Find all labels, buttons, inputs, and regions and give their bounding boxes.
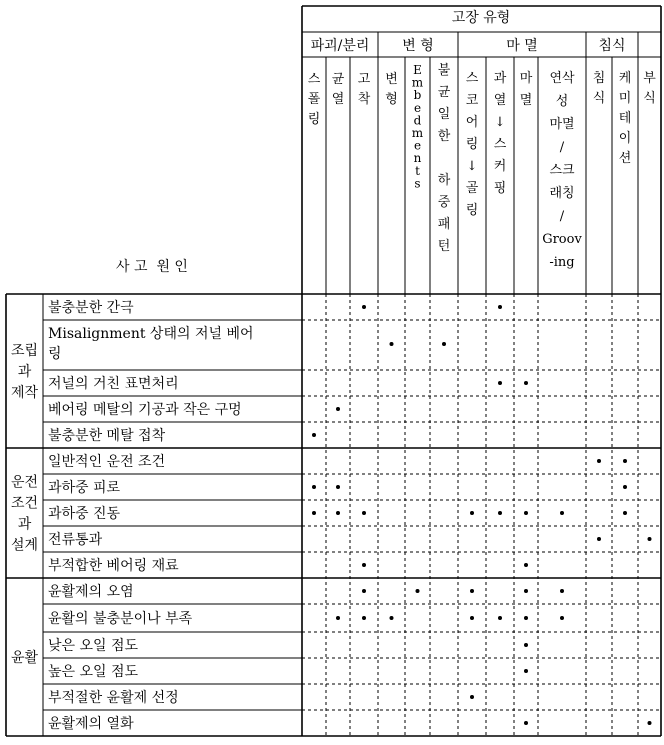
- matrix-mark: [597, 459, 601, 463]
- matrix-mark: [560, 589, 564, 593]
- row-cause-labels: [48, 299, 254, 732]
- matrix-mark: [623, 511, 627, 515]
- column-header-label: d: [413, 113, 422, 128]
- matrix-marks: [312, 305, 652, 725]
- category-label: 설계: [10, 537, 39, 554]
- matrix-mark: [524, 589, 528, 593]
- matrix-mark: [336, 407, 340, 411]
- column-header-label: 균: [437, 85, 451, 100]
- column-header-label: 래칭: [549, 186, 575, 201]
- matrix-mark: [442, 342, 446, 346]
- matrix-mark: [416, 589, 420, 593]
- column-header-label: 스: [465, 71, 479, 86]
- matrix-mark: [524, 511, 528, 515]
- row-cause-label: 윤활의 불충분이나 부족: [48, 611, 193, 627]
- row-cause-label: 낮은 오일 점도: [48, 638, 139, 654]
- matrix-mark: [312, 511, 316, 515]
- column-header-label: 커: [493, 159, 507, 174]
- column-header-label: 스: [307, 72, 321, 87]
- category-label: 제작: [10, 385, 39, 401]
- row-cause-label: 부적합한 베어링 재료: [48, 558, 179, 574]
- matrix-mark: [560, 511, 564, 515]
- category-label: 과: [17, 364, 32, 380]
- column-header-label: b: [413, 88, 422, 103]
- column-header-label: -ing: [549, 255, 575, 270]
- matrix-mark: [524, 563, 528, 567]
- matrix-mark: [524, 616, 528, 620]
- column-header-label: m: [411, 75, 424, 90]
- column-header-label: 턴: [437, 239, 451, 254]
- matrix-mark: [390, 616, 394, 620]
- row-cause-label: Misalignment 상태의 저널 베어: [48, 326, 254, 342]
- matrix-mark: [470, 695, 474, 699]
- column-header-label: 링: [465, 137, 479, 152]
- matrix-mark: [648, 537, 652, 541]
- column-header-label: 링: [307, 112, 321, 127]
- column-header-label: n: [413, 151, 422, 166]
- matrix-mark: [623, 459, 627, 463]
- category-labels: [11, 342, 39, 666]
- column-header-label: ↓: [494, 115, 506, 130]
- column-header-label: 골: [465, 181, 479, 196]
- row-cause-label: 부적절한 윤활제 선정: [48, 690, 179, 706]
- column-header-label: 성: [555, 94, 569, 109]
- column-header-label: s: [414, 176, 421, 191]
- corner-label: 사 고 원 인: [116, 259, 188, 275]
- column-header-label: 부: [643, 71, 656, 86]
- column-header-label: 패: [437, 217, 451, 232]
- matrix-mark: [498, 381, 502, 385]
- matrix-mark: [498, 305, 502, 309]
- matrix-mark: [390, 342, 394, 346]
- column-group-label: 변 형: [402, 38, 434, 54]
- column-header-label: 고: [357, 72, 371, 87]
- column-header-label: 코: [465, 93, 479, 108]
- category-label: 윤활: [10, 650, 39, 666]
- matrix-mark: [623, 485, 627, 489]
- matrix-mark: [336, 485, 340, 489]
- column-header-label: 열: [493, 93, 507, 108]
- header-title: 고장 유형: [451, 10, 511, 26]
- column-header-label: 테: [618, 111, 632, 126]
- column-header-label: 착: [357, 92, 371, 107]
- column-header-label: 링: [465, 203, 479, 218]
- column-header-label: 션: [618, 151, 632, 166]
- matrix-mark: [362, 616, 366, 620]
- matrix-mark: [648, 721, 652, 725]
- column-header-label: e: [413, 138, 422, 153]
- category-label: 운전: [10, 474, 39, 491]
- column-header-label: 연삭: [549, 71, 575, 86]
- matrix-mark: [524, 381, 528, 385]
- row-cause-label: 높은 오일 점도: [48, 664, 139, 680]
- row-cause-label: 일반적인 운전 조건: [48, 454, 166, 470]
- column-header-label: 케: [618, 71, 632, 86]
- matrix-mark: [597, 537, 601, 541]
- row-cause-label: 불충분한 간극: [48, 300, 134, 316]
- row-cause-label: 베어링 메탈의 기공과 작은 구멍: [48, 402, 242, 418]
- row-cause-label: 과하중 피로: [48, 480, 121, 496]
- matrix-mark: [524, 643, 528, 647]
- category-label: 조건: [10, 495, 39, 512]
- column-header-label: m: [411, 126, 424, 140]
- column-header-label: 균: [331, 72, 345, 87]
- row-cause-label: 윤활제의 오염: [48, 584, 134, 600]
- matrix-mark: [336, 511, 340, 515]
- row-cause-label: 링: [48, 346, 62, 362]
- matrix-mark: [524, 669, 528, 673]
- column-header-label: 어: [465, 115, 479, 130]
- category-label: 조립: [10, 343, 39, 359]
- column-header-labels: [308, 63, 657, 270]
- column-header-label: 하: [437, 173, 451, 188]
- row-cause-label: 과하중 진동: [48, 506, 121, 522]
- matrix-mark: [362, 589, 366, 593]
- column-header-label: /: [559, 209, 565, 224]
- column-header-label: 식: [592, 91, 606, 106]
- matrix-mark: [560, 616, 564, 620]
- column-header-label: /: [559, 140, 565, 155]
- matrix-mark: [336, 616, 340, 620]
- column-header-label: 폴: [307, 92, 321, 107]
- matrix-mark: [498, 616, 502, 620]
- column-header-label: 멸: [519, 93, 533, 108]
- matrix-mark: [362, 563, 366, 567]
- column-header-label: 스: [493, 137, 507, 152]
- column-header-label: 스크: [549, 163, 575, 178]
- column-header-label: 식: [643, 91, 656, 106]
- column-header-label: ↓: [466, 159, 478, 174]
- matrix-mark: [470, 589, 474, 593]
- column-header-label: 과: [493, 71, 507, 86]
- column-header-label: 열: [331, 92, 345, 107]
- column-header-label: 불: [437, 63, 451, 78]
- row-cause-label: 저널의 거친 표면처리: [48, 376, 179, 392]
- column-group-label: 마 멸: [506, 38, 538, 54]
- column-header-label: 마: [519, 71, 533, 86]
- matrix-mark: [498, 511, 502, 515]
- column-group-label: 침식: [598, 38, 626, 54]
- row-cause-label: 전류통과: [48, 532, 103, 548]
- column-header-label: 일: [437, 107, 451, 122]
- column-header-label: t: [415, 163, 420, 178]
- matrix-mark: [470, 616, 474, 620]
- column-header-label: Groov: [542, 232, 582, 247]
- category-label: 과: [17, 516, 32, 533]
- column-header-label: 미: [618, 91, 632, 106]
- column-header-label: 마멸: [549, 117, 575, 132]
- column-header-label: 변: [385, 72, 398, 87]
- row-cause-label: 윤활제의 열화: [48, 716, 134, 732]
- matrix-mark: [312, 433, 316, 437]
- column-header-label: e: [413, 100, 422, 115]
- column-header-label: 중: [437, 195, 451, 210]
- matrix-mark: [524, 721, 528, 725]
- column-header-label: E: [413, 63, 422, 77]
- column-group-label: 파괴/분리: [310, 38, 370, 54]
- matrix-mark: [362, 305, 366, 309]
- column-group-labels: [311, 37, 626, 54]
- column-header-label: 핑: [493, 181, 507, 196]
- matrix-mark: [470, 511, 474, 515]
- matrix-mark: [362, 511, 366, 515]
- column-header-label: 형: [385, 92, 398, 107]
- column-header-label: 한: [437, 129, 451, 144]
- matrix-mark: [312, 485, 316, 489]
- row-cause-label: 불충분한 메탈 접착: [48, 428, 166, 444]
- column-header-label: 이: [618, 131, 632, 146]
- column-header-label: 침: [592, 71, 606, 86]
